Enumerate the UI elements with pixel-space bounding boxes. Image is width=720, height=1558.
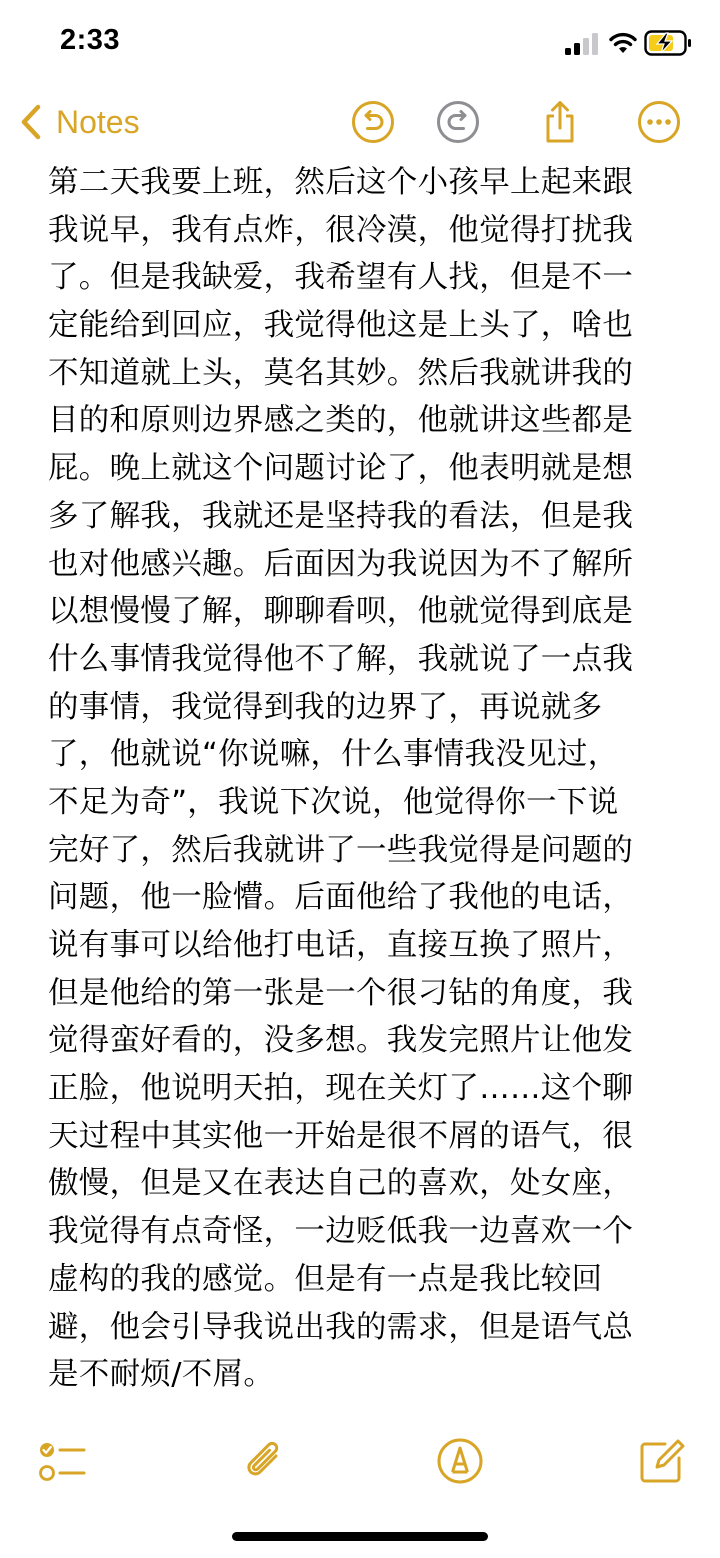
markup-icon[interactable] [435, 1436, 485, 1486]
note-text-line: 也对他感兴趣。后面因为我说因为不了解所 [48, 546, 634, 582]
home-indicator[interactable] [232, 1532, 488, 1541]
note-text-line: 但是他给的第一张是一个很刁钻的角度，我 [48, 975, 634, 1011]
note-text-line: 了，他就说“你说嘛，什么事情我没见过， [48, 737, 619, 773]
note-text-line: 不足为奇”，我说下次说，他觉得你一下说 [48, 784, 619, 820]
attachment-icon[interactable] [240, 1436, 290, 1486]
bottom-toolbar [0, 1432, 720, 1492]
status-bar [0, 0, 720, 80]
compose-icon[interactable] [637, 1436, 687, 1486]
note-text-line: 多了解我，我就还是坚持我的看法，但是我 [48, 498, 634, 534]
note-text-line: 是不耐烦/不屑。 [48, 1357, 275, 1393]
checklist-icon[interactable] [36, 1436, 86, 1486]
wifi-icon [608, 31, 638, 55]
note-text-line: 完好了，然后我就讲了一些我觉得是问题的 [48, 832, 634, 868]
note-text-line: 不知道就上头，莫名其妙。然后我就讲我的 [48, 355, 634, 391]
battery-charging-icon [644, 30, 692, 56]
more-icon[interactable] [637, 100, 681, 144]
note-text-line: 屁。晚上就这个问题讨论了，他表明就是想 [48, 451, 634, 487]
note-text-line: 虚构的我的感觉。但是有一点是我比较回 [48, 1261, 603, 1297]
chevron-left-icon [20, 104, 42, 140]
note-text-line: 以想慢慢了解，聊聊看呗，他就觉得到底是 [48, 594, 634, 630]
note-body[interactable] [48, 159, 673, 1399]
cellular-signal-icon [565, 33, 599, 55]
note-text-line: 目的和原则边界感之类的，他就讲这些都是 [48, 403, 634, 439]
note-text-line: 傲慢，但是又在表达自己的喜欢，处女座， [48, 1166, 634, 1202]
navigation-bar [0, 90, 720, 154]
note-text-line: 问题，他一脸懵。后面他给了我他的电话， [48, 880, 634, 916]
back-button-label: Notes [56, 103, 140, 140]
note-text-line: 正脸，他说明天拍，现在关灯了……这个聊 [48, 1071, 634, 1107]
note-text-line: 的事情，我觉得到我的边界了，再说就多 [48, 689, 603, 725]
undo-icon[interactable] [351, 100, 395, 144]
note-text-line: 觉得蛮好看的，没多想。我发完照片让他发 [48, 1023, 634, 1059]
share-icon[interactable] [538, 100, 582, 144]
note-text-line: 什么事情我觉得他不了解，我就说了一点我 [48, 641, 634, 677]
note-text-line: 定能给到回应，我觉得他这是上头了，啥也 [48, 308, 634, 344]
redo-icon[interactable] [436, 100, 480, 144]
note-text-line: 我觉得有点奇怪，一边贬低我一边喜欢一个 [48, 1214, 634, 1250]
back-button[interactable] [20, 100, 140, 144]
note-text-line: 天过程中其实他一开始是很不屑的语气，很 [48, 1118, 634, 1154]
status-time: 2:33 [60, 24, 121, 56]
note-text-line: 第二天我要上班，然后这个小孩早上起来跟 [48, 165, 634, 200]
note-text-line: 避，他会引导我说出我的需求，但是语气总 [48, 1309, 634, 1345]
note-text-line: 了。但是我缺爱，我希望有人找，但是不一 [48, 260, 634, 296]
note-text-line: 说有事可以给他打电话，直接互换了照片， [48, 928, 634, 963]
note-text-line: 我说早，我有点炸，很冷漠，他觉得打扰我 [48, 212, 634, 248]
